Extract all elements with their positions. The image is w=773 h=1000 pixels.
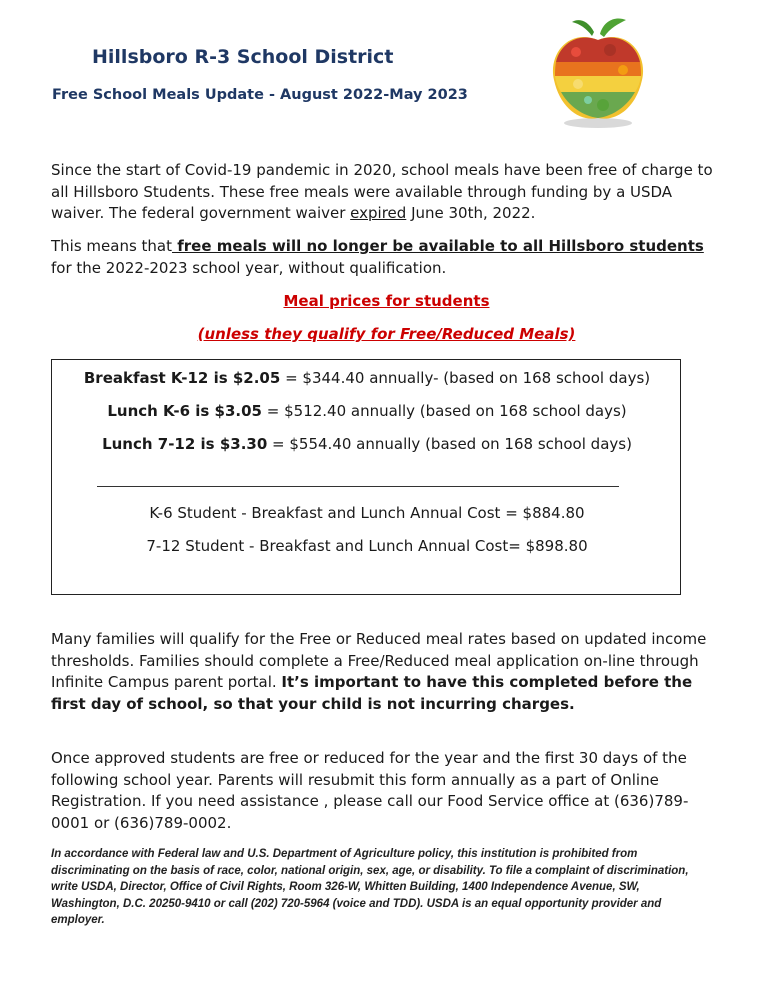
meal-prices-heading: Meal prices for students bbox=[283, 292, 490, 310]
price-box bbox=[51, 359, 681, 595]
total-line-7-12: 7-12 Student - Breakfast and Lunch Annual Cost= $898.80 bbox=[146, 537, 588, 555]
price-line-lunch-k6: Lunch K-6 is $3.05 = $512.40 annually (based on 168 school days) bbox=[107, 402, 627, 420]
intro-paragraph: Since the start of Covid-19 pandemic in 2020, school meals have been free of charge to all Hillsboro Students. These free meals were available through funding by a USDA waiver. The federal government waiver expired June 30th, 2022. bbox=[51, 161, 713, 222]
page-title: Hillsboro R-3 School District bbox=[92, 46, 394, 68]
total-line-k6: K-6 Student - Breakfast and Lunch Annual Cost = $884.80 bbox=[149, 504, 585, 522]
price-line-lunch-7-12: Lunch 7-12 is $3.30 = $554.40 annually (based on 168 school days) bbox=[102, 435, 632, 453]
divider bbox=[97, 486, 619, 487]
usda-disclaimer: In accordance with Federal law and U.S. Department of Agriculture policy, this institution is prohibited from discriminating on the basis of race, color, national origin, sex, age, or disability. To file a complaint of discrimination, write USDA, Director, Office of Civil Rights, Room 326-W, Whitten Building, 1400 Independence Avenue, SW, Washington, D.C. 20250-9410 or call (202) 720-5964 (voice and TDD). USDA is an equal opportunity provider and employer. bbox=[51, 848, 689, 926]
price-line-breakfast: Breakfast K-12 is $2.05 = $344.40 annually- (based on 168 school days) bbox=[83, 369, 651, 387]
approval-paragraph: Once approved students are free or reduced for the year and the first 30 days of the following school year. Parents will resubmit this form annually as a part of Online Registration. If you need assistance , please call our Food Service office at (636)789-0001 or (636)789-0002. bbox=[51, 749, 689, 832]
notice-paragraph: This means that free meals will no longer be available to all Hillsboro students for the 2022-2023 school year, without qualification. bbox=[51, 237, 704, 277]
meal-prices-subheading: (unless they qualify for Free/Reduced Meals) bbox=[197, 325, 576, 343]
qualification-paragraph: Many families will qualify for the Free or Reduced meal rates based on updated income thresholds. Families should complete a Free/Reduced meal application on-line through Infinite Campus parent portal. It’s important to have this completed before the first day of school, so that your child is not incurring charges. bbox=[51, 630, 707, 713]
fruit-vegetable-apple-logo-icon bbox=[548, 10, 648, 132]
page-subtitle: Free School Meals Update - August 2022-May 2023 bbox=[52, 87, 468, 103]
